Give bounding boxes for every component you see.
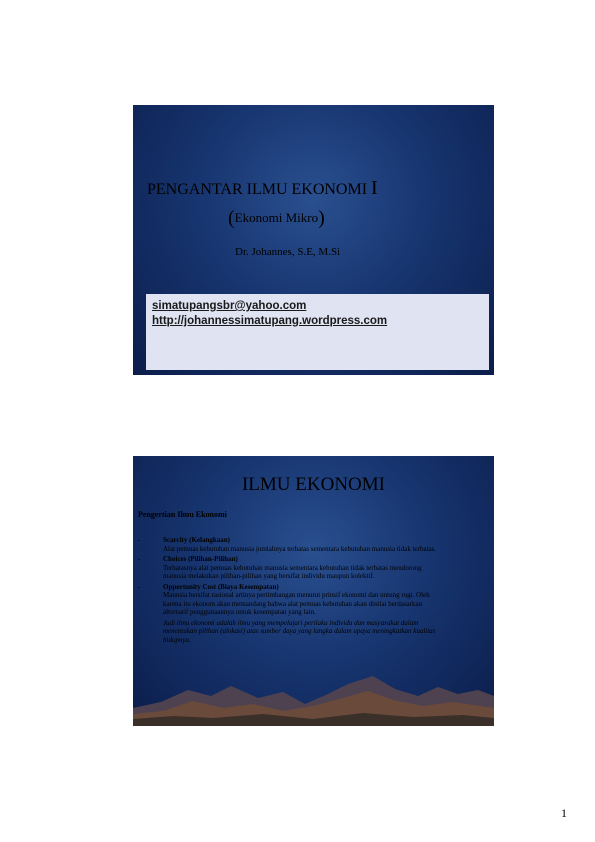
item-text: Alat pemuas kebutuhan manusia jumlahnya terbatas sementara kebutuhan manusia tidak terbatas. [163, 544, 437, 553]
email-link[interactable]: simatupangsbr@yahoo.com [152, 300, 307, 312]
item-heading: Choices (Pilihan-Pilihan) [163, 555, 238, 563]
subtitle-text: Ekonomi Mikro [234, 210, 319, 225]
definition-note: Jadi ilmu ekonomi adalah ilmu yang mempelajari perilaku individu dan masyarakat dalam menentukan pilihan (alokasi) atas sumber daya yang langka dalam upaya meningkatkan kualitas hidupnya. [163, 618, 436, 644]
mountain-illustration [133, 656, 494, 726]
bullet-mark: - [138, 582, 141, 591]
list-item [138, 555, 438, 581]
slide-content [133, 456, 494, 726]
list-item [138, 583, 438, 617]
bullet-mark: - [138, 536, 141, 544]
item-text: Manusia bersifat rasional artinya pertimbangan menurut prinsif ekonomi dan untung rugi. Oleh karena itu ekonom akan memandang bahwa alat pemuas kebutuhan akan dinilai berdasarkan alternatif penggunaannya untuk kesempatan yang lain. [163, 591, 430, 616]
author-name: Dr. Johannes, S.E, M.Si [235, 246, 341, 258]
page-number: 1 [561, 806, 567, 820]
section-subtitle: Pengertian Ilmu Ekonomi [138, 510, 227, 519]
list-item [138, 536, 438, 553]
title-roman-numeral: I [371, 177, 378, 199]
title-text: PENGANTAR ILMU EKONOMI [147, 181, 368, 198]
item-heading: Scarcity (Kelangkaan) [163, 536, 230, 544]
concept-list [138, 536, 438, 644]
item-text: Terbatasnya alat pemuas kebutuhan manusia sementara kebutuhan tidak terbatas mendorong manusia melakukan pilihan-pilihan yang bersifat individu maupun kolektif. [163, 563, 422, 580]
website-link[interactable]: http://johannessimatupang.wordpress.com [152, 315, 388, 327]
slide-main-title [147, 177, 378, 200]
paren-open: ( [228, 207, 235, 229]
paren-close: ) [318, 207, 325, 229]
slide-title [133, 105, 494, 375]
contact-box [146, 294, 489, 370]
slide-heading: ILMU EKONOMI [241, 474, 385, 495]
bullet-mark: - [138, 555, 141, 563]
item-heading: Opportunity Cost (Biaya Kesempatan) [163, 582, 279, 591]
slide-subtitle [228, 207, 325, 230]
